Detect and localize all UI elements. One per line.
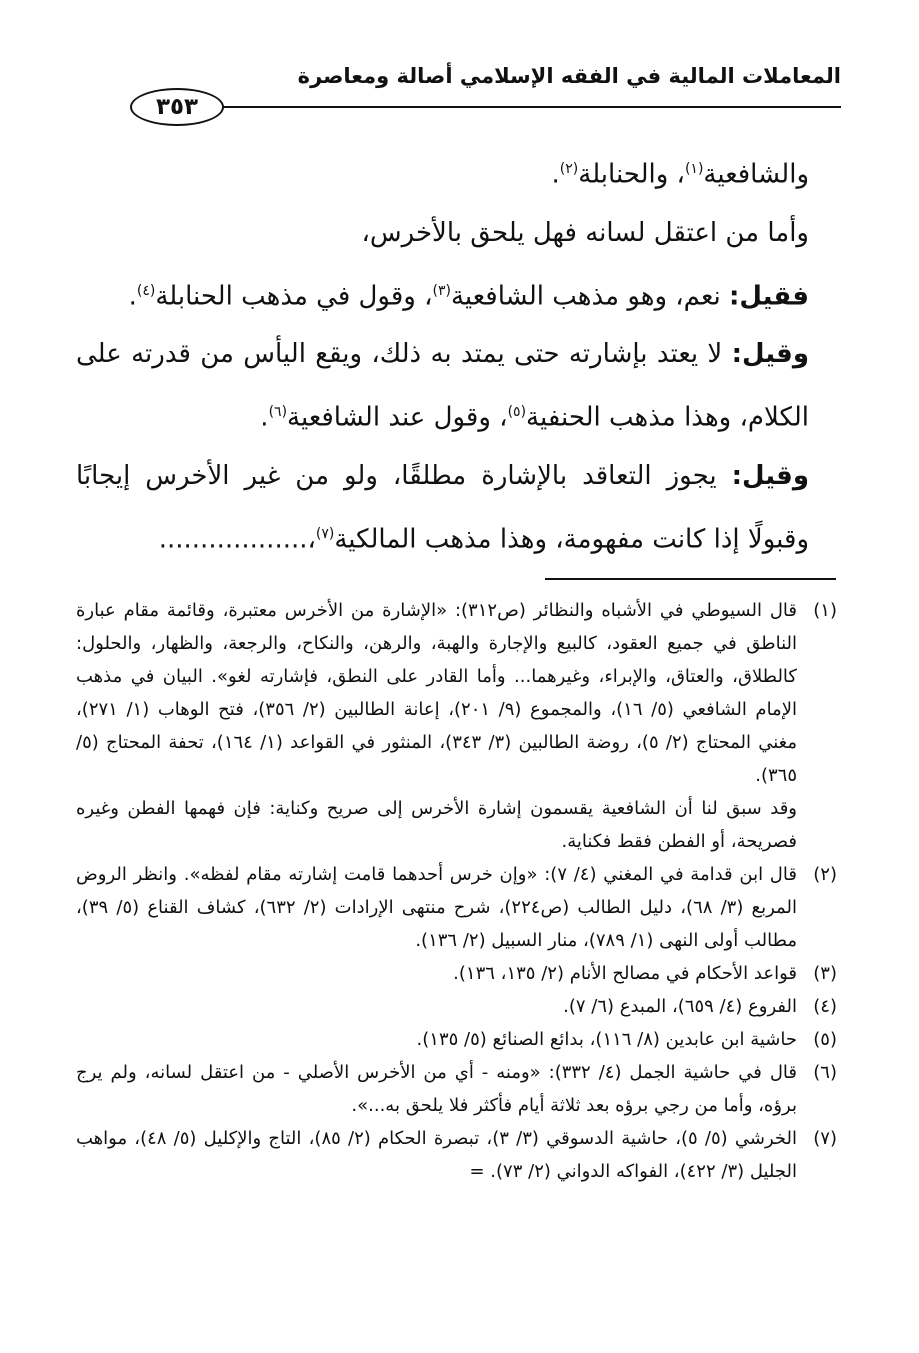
footnote-ref: (٥) [507,404,527,421]
footnote-ref: (٧) [315,525,335,542]
footnote-text: قواعد الأحكام في مصالح الأنام (٢/ ١٣٥، ١٣٦). [453,963,797,984]
paragraph: وقيل: لا يعتد بإشارته حتى يمتد به ذلك، ويقع اليأس من قدرته على الكلام، وهذا مذهب الحنفية$^{(٥)}$، وقول عند الشافعية$^{(٦)}$. [76,339,809,433]
paragraph: وأما من اعتقل لسانه فهل يلحق بالأخرس، [361,217,809,248]
footnote-number: (٢) [813,864,837,885]
footnote-number: (١) [813,600,837,621]
footnote [76,1122,837,1188]
footnote-number: (٧) [813,1128,837,1149]
paragraph-lead: فقيل: [729,281,809,312]
footnotes [76,594,837,1188]
page-number: ٣٥٣ [130,88,224,126]
footnote-number: (٣) [813,963,837,984]
paragraph: والشافعية$^{(١)}$، والحنابلة$^{(٢)}$. [551,159,809,190]
footnote-ref: (٣) [432,282,451,299]
footnote [76,594,837,792]
footnote-text: قال ابن قدامة في المغني (٤/ ٧): «وإن خرس أحدهما قامت إشارته مقام لفظه». وانظر الروض المربع (٣/ ٦٨)، دليل الطالب (ص٢٢٤)، شرح منتهى الإرادات (٢/ ٦٣٢)، كشاف القناع (٥/ ٣٩)، مطالب أولى النهى (١/ ٧٨٩)، منار السبيل (٢/ ١٣٦). [76,864,797,951]
footnote-text: الفروع (٤/ ٦٥٩)، المبدع (٦/ ٧). [563,996,797,1017]
page-header [68,58,841,128]
footnote-ref: (١) [684,161,704,177]
footnote [76,858,837,957]
footnote-ref: (٢) [559,161,579,177]
footnote-text: الخرشي (٥/ ٥)، حاشية الدسوقي (٣/ ٣)، تبصرة الحكام (٢/ ٨٥)، التاج والإكليل (٥/ ٤٨)، مواهب الجليل (٣/ ٤٢٢)، الفواكه الدواني (٢/ ٧٣). = [76,1128,797,1182]
running-title: المعاملات المالية في الفقه الإسلامي أصالة ومعاصرة [297,64,841,88]
footnote-continuation: وقد سبق لنا أن الشافعية يقسمون إشارة الأخرس إلى صريح وكناية: فإن فهمها الفطن وغيره فصريحة، أو الفطن فقط فكناية. [76,798,797,852]
footnote-number: (٦) [813,1062,837,1083]
footnote-separator [545,578,836,580]
footnote-ref: (٦) [268,404,288,421]
footnote-ref: (٤) [136,282,156,299]
header-rule [208,106,841,108]
footnote [76,990,837,1023]
paragraph-lead: وقيل: [731,339,809,370]
paragraph-lead: وقيل: [731,460,809,491]
footnote [76,1023,837,1056]
paragraph: فقيل: نعم، وهو مذهب الشافعية$^{(٣)}$، وقول في مذهب الحنابلة$^{(٤)}$. [128,281,809,312]
main-text [76,140,837,569]
footnote [76,957,837,990]
footnote-text: قال السيوطي في الأشباه والنظائر (ص٣١٢): «الإشارة من الأخرس معتبرة، وقائمة مقام عبارة الناطق في جميع العقود، كالبيع والإجارة والهبة، والرهن، والنكاح، والرجعة، والظهار، والحلول: كالطلاق، والعتاق، والإبراء، وغيرهما... وأما القادر على النطق، فإشارته لغو». البيان في مذهب الإمام الشافعي (٥/ ١٦)، والمجموع (٩/ ٢٠١)، إعانة الطالبين (٢/ ٣٥٦)، فتح الوهاب (١/ ٢٧١)، مغني المحتاج (٢/ ٥)، روضة الطالبين (٣/ ٣٤٣)، المنثور في القواعد (١/ ١٦٤)، تحفة المحتاج (٥/ ٣٦٥). [76,600,797,786]
footnote-text: حاشية ابن عابدين (٨/ ١١٦)، بدائع الصنائع (٥/ ١٣٥). [416,1029,797,1050]
footnote [76,1056,837,1122]
footnote-number: (٤) [813,996,837,1017]
footnote-text: قال في حاشية الجمل (٤/ ٣٣٢): «ومنه - أي من الأخرس الأصلي - من اعتقل لسانه، ولم يرج برؤه، وأما من رجي برؤه بعد ثلاثة أيام فأكثر فلا يلحق به...». [76,1062,797,1116]
footnote-number: (٥) [813,1029,837,1050]
paragraph: وقيل: يجوز التعاقد بالإشارة مطلقًا، ولو من غير الأخرس إيجابًا وقبولًا إذا كانت مفهومة، وهذا مذهب المالكية$^{(٧)}$،.................. [76,460,809,555]
